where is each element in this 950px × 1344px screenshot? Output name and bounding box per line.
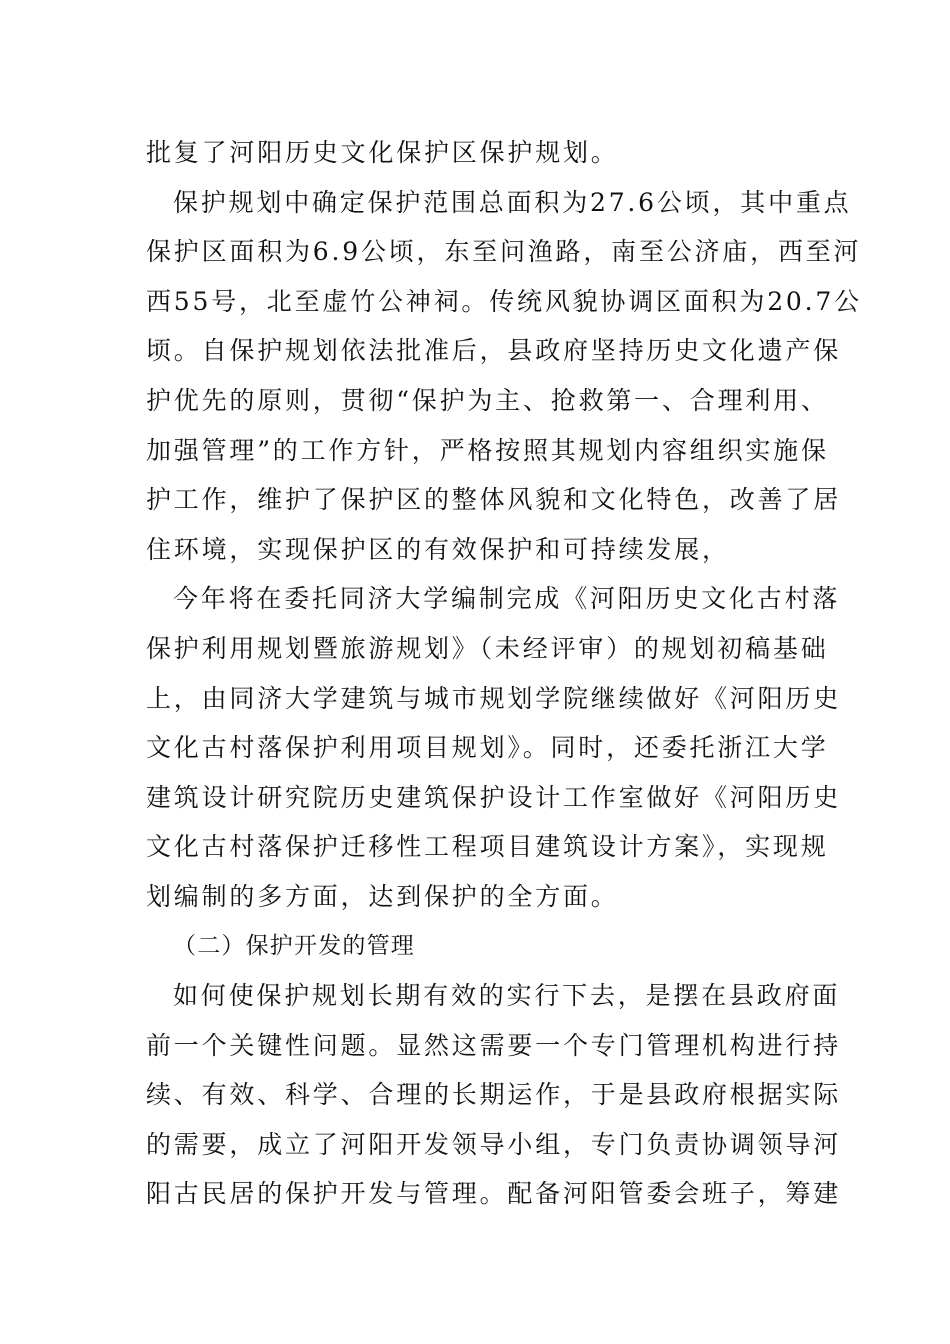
- paragraph-line: 如何使保护规划长期有效的实行下去，是摆在县政府面: [173, 981, 841, 1011]
- paragraph-line: 划编制的多方面，达到保护的全方面。: [146, 881, 619, 911]
- paragraph-line: 护优先的原则，贯彻“保护为主、抢救第一、合理利用、: [146, 385, 829, 415]
- paragraph-line: 保护利用规划暨旅游规划》（未经评审）的规划初稿基础: [146, 633, 829, 663]
- paragraph-continuation-line: 批复了河阳历史文化保护区保护规划。: [146, 138, 619, 167]
- paragraph-line: 续、有效、科学、合理的长期运作，于是县政府根据实际: [146, 1080, 842, 1110]
- section-heading: （二）保护开发的管理: [173, 932, 415, 959]
- paragraph-line: 上，由同济大学建筑与城市规划学院继续做好《河阳历史: [146, 683, 842, 713]
- paragraph-line: 顷。自保护规划依法批准后，县政府坚持历史文化遗产保: [146, 336, 842, 366]
- paragraph-line: 文化古村落保护利用项目规划》。同时，还委托浙江大学: [146, 733, 829, 763]
- paragraph-line: 西55号，北至虚竹公神祠。传统风貌协调区面积为20.7公: [146, 286, 862, 316]
- paragraph-line: 文化古村落保护迁移性工程项目建筑设计方案》，实现规: [146, 832, 829, 862]
- document-body: [146, 128, 862, 1219]
- paragraph-line: 住环境，实现保护区的有效保护和可持续发展，: [146, 534, 730, 564]
- paragraph-line: 保护规划中确定保护范围总面积为27.6公顷，其中重点: [173, 187, 852, 217]
- paragraph-line: 阳古民居的保护开发与管理。配备河阳管委会班子，筹建: [146, 1179, 842, 1209]
- paragraph-line: 前一个关键性问题。显然这需要一个专门管理机构进行持: [146, 1030, 842, 1060]
- paragraph-line: 今年将在委托同济大学编制完成《河阳历史文化古村落: [173, 584, 841, 614]
- paragraph-line: 加强管理”的工作方针，严格按照其规划内容组织实施保: [146, 435, 829, 465]
- paragraph-line: 建筑设计研究院历史建筑保护设计工作室做好《河阳历史: [146, 782, 842, 812]
- paragraph-line: 护工作，维护了保护区的整体风貌和文化特色，改善了居: [146, 485, 842, 515]
- paragraph-line: 保护区面积为6.9公顷，东至问渔路，南至公济庙，西至河: [146, 237, 862, 267]
- paragraph-line: 的需要，成立了河阳开发领导小组，专门负责协调领导河: [146, 1129, 842, 1159]
